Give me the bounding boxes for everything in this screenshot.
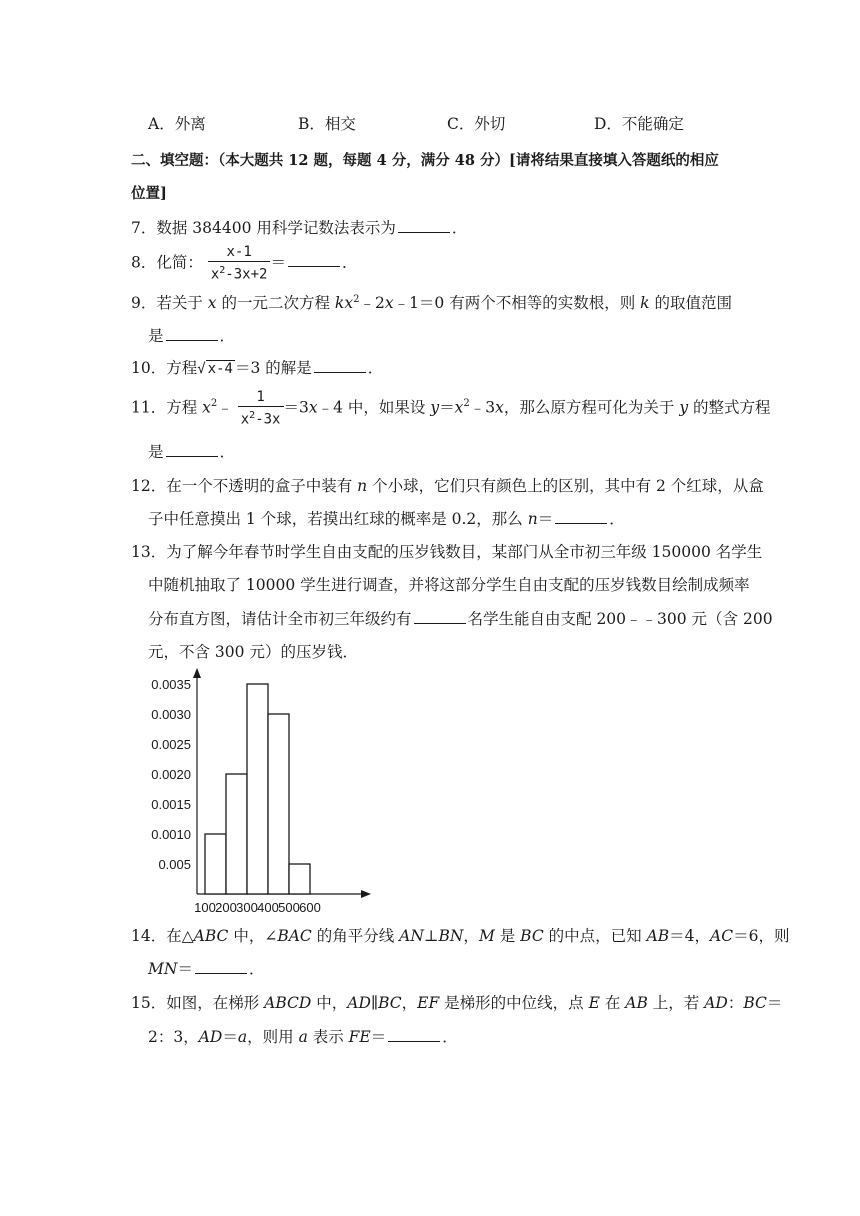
- question-15-line2: 2：3，AD＝a，则用 a 表示 FE＝ ．: [148, 1028, 458, 1046]
- y-tick-label: 0.0025: [151, 737, 191, 752]
- question-8: 8．化简： $\frac{x-1}{x^2-3x+2}$ ＝ ．: [131, 244, 358, 283]
- y-tick-label: 0.0030: [151, 707, 191, 722]
- answer-blank[interactable]: [288, 252, 340, 267]
- histogram-bar: [205, 834, 226, 894]
- y-tick-label: 0.0015: [151, 797, 191, 812]
- answer-blank[interactable]: [166, 326, 218, 341]
- y-axis-arrow: [193, 668, 201, 678]
- answer-blank[interactable]: [555, 509, 607, 524]
- question-7: 7．数据 384400 用科学记数法表示为 ．: [131, 219, 468, 237]
- x-tick-label: 200: [215, 900, 237, 915]
- histogram-bar: [289, 864, 310, 894]
- square-root: √ x-4: [197, 361, 233, 377]
- answer-blank[interactable]: [398, 218, 450, 233]
- x-tick-label: 600: [299, 900, 321, 915]
- answer-blank[interactable]: [314, 358, 366, 373]
- x-axis-arrow: [361, 890, 371, 898]
- histogram-bar: [268, 714, 289, 894]
- answer-blank[interactable]: [388, 1027, 440, 1042]
- question-12-line1: 12．在一个不透明的盒子中装有 n 个小球，它们只有颜色上的区别，其中有 2 个红球，从盒: [131, 477, 764, 495]
- answer-blank[interactable]: [195, 959, 247, 974]
- option-d: D．不能确定: [594, 115, 684, 133]
- question-13-line1: 13．为了解今年春节时学生自由支配的压岁钱数目，某部门从全市初三年级 150000 名学生: [131, 543, 763, 561]
- option-b: B．相交: [298, 115, 356, 133]
- question-15-line1: 15．如图，在梯形 ABCD 中，AD∥BC，EF 是梯形的中位线，点 E 在 AB 上，若 AD：BC＝: [131, 994, 783, 1012]
- option-a: A．外离: [148, 115, 206, 133]
- section-heading-line2: 位置]: [131, 185, 167, 202]
- question-11-line1: 11．方程 $x^2﹣$ $\frac{1}{x^2-3x}$ ＝3x﹣4 中，如果设 $y=x^2﹣3x$，那么原方程可化为关于 y 的整式方程: [131, 389, 771, 428]
- question-9-line2: 是 ．: [148, 327, 236, 345]
- x-tick-label: 100: [194, 900, 216, 915]
- fraction: $\frac{x-1}{x^2-3x+2}$: [208, 243, 271, 284]
- y-tick-label: 0.0020: [151, 767, 191, 782]
- section-heading-line1: 二、填空题：（本大题共 12 题，每题 4 分，满分 48 分）[请将结果直接填入答题纸的相应: [131, 152, 719, 169]
- answer-blank[interactable]: [414, 609, 466, 624]
- question-10: 10．方程√ x-4 ＝3 的解是 ．: [131, 359, 384, 377]
- question-13-line3: 分布直方图，请估计全市初三年级约有 名学生能自由支配 200﹣﹣300 元（含 200: [148, 610, 773, 628]
- question-14-line2: MN＝ ．: [148, 960, 265, 978]
- x-tick-label: 500: [278, 900, 300, 915]
- histogram-bar: [247, 684, 268, 894]
- question-13-line2: 中随机抽取了 10000 学生进行调查，并将这部分学生自由支配的压岁钱数目绘制成频率: [148, 576, 750, 594]
- answer-blank[interactable]: [166, 442, 218, 457]
- y-tick-label: 0.0010: [151, 827, 191, 842]
- histogram-bar: [226, 774, 247, 894]
- option-c: C．外切: [447, 115, 506, 133]
- question-11-line2: 是 ．: [148, 443, 236, 461]
- question-12-line2: 子中任意摸出 1 个球，若摸出红球的概率是 0.2，那么 n＝ ．: [148, 510, 625, 528]
- question-13-line4: 元，不含 300 元）的压岁钱．: [148, 643, 358, 661]
- question-9-line1: 9．若关于 x 的一元二次方程 $kx^2﹣2x﹣1=0$ 有两个不相等的实数根，则 k 的取值范围: [131, 293, 732, 312]
- y-tick-label: 0.005: [158, 857, 191, 872]
- x-tick-label: 300: [236, 900, 258, 915]
- question-14-line1: 14．在△ABC 中，∠BAC 的角平分线 AN⊥BN，M 是 BC 的中点，已知 AB＝4，AC＝6，则: [131, 927, 790, 945]
- x-tick-label: 400: [257, 900, 279, 915]
- fraction: $\frac{1}{x^2-3x}$: [238, 388, 284, 429]
- frequency-histogram: [145, 668, 380, 918]
- y-tick-label: 0.0035: [151, 677, 191, 692]
